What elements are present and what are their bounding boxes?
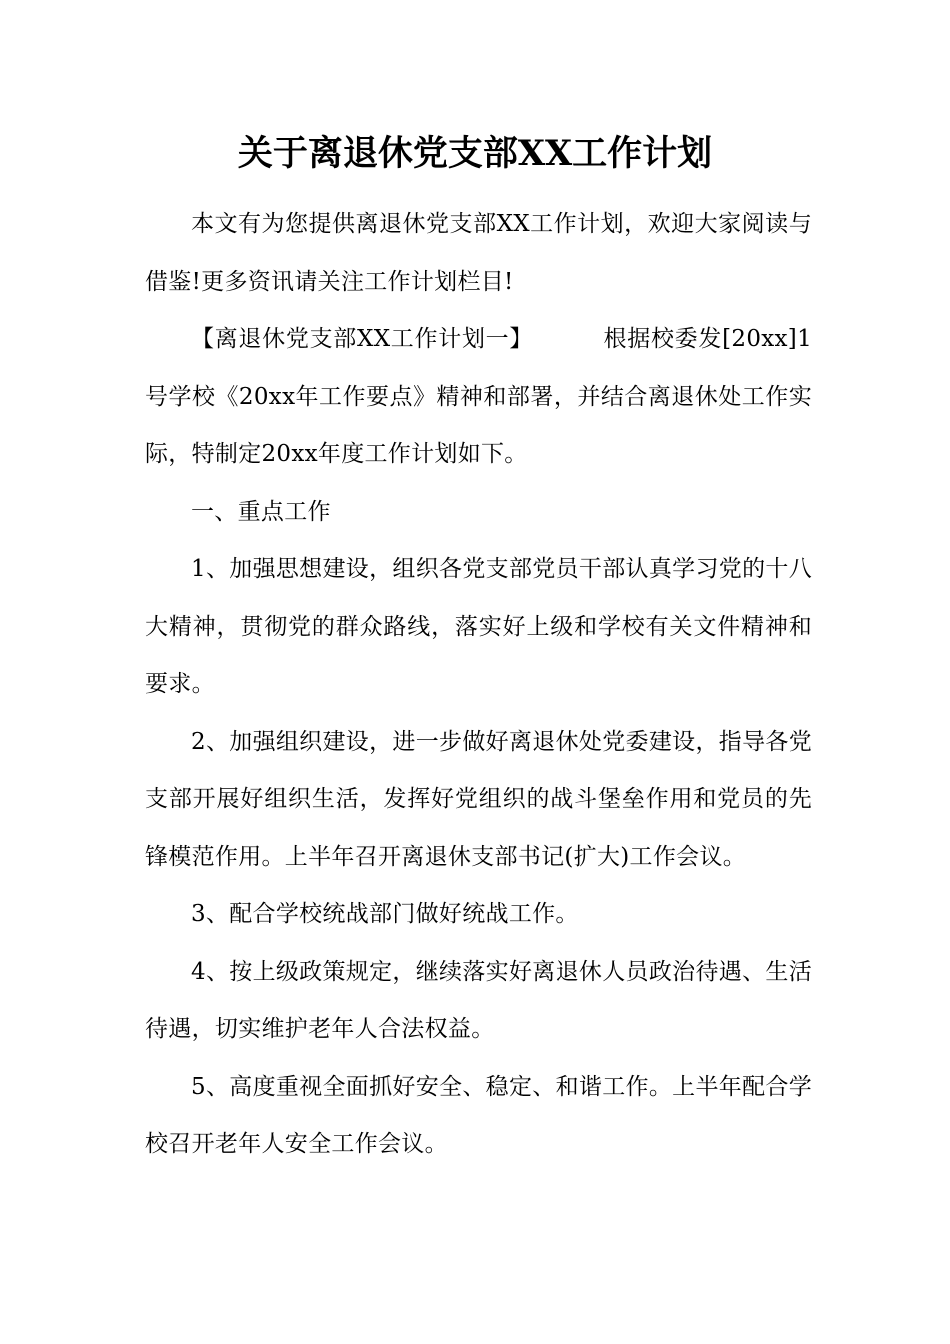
section-paragraph: [145, 311, 812, 484]
list-item: 1、加强思想建设，组织各党支部党员干部认真学习党的十八大精神，贯彻党的群众路线，落实好上级和学校有关文件精神和要求。: [145, 556, 812, 697]
list-item: 5、高度重视全面抓好安全、稳定、和谐工作。上半年配合学校召开老年人安全工作会议。: [145, 1073, 812, 1157]
section-heading: 【离退休党支部XX工作计划一】: [191, 326, 534, 352]
document-body: [145, 196, 812, 1174]
list-item: 4、按上级政策规定，继续落实好离退休人员政治待遇、生活待遇，切实维护老年人合法权益。: [145, 958, 812, 1042]
list-item: 2、加强组织建设，进一步做好离退休处党委建设，指导各党支部开展好组织生活，发挥好党组织的战斗堡垒作用和党员的先锋模范作用。上半年召开离退休支部书记(扩大)工作会议。: [145, 728, 812, 870]
section-intro: 根据校委发[20xx]1号学校《20xx年工作要点》精神和部署，并结合离退休处工作实际，特制定20xx年度工作计划如下。: [145, 326, 813, 467]
document-title: 关于离退休党支部XX工作计划: [237, 133, 713, 174]
list-item: 3、配合学校统战部门做好统战工作。: [191, 901, 579, 927]
intro-paragraph: 本文有为您提供离退休党支部XX工作计划，欢迎大家阅读与借鉴!更多资讯请关注工作计划栏目!: [145, 211, 812, 295]
heading-key-work: 一、重点工作: [191, 498, 331, 525]
